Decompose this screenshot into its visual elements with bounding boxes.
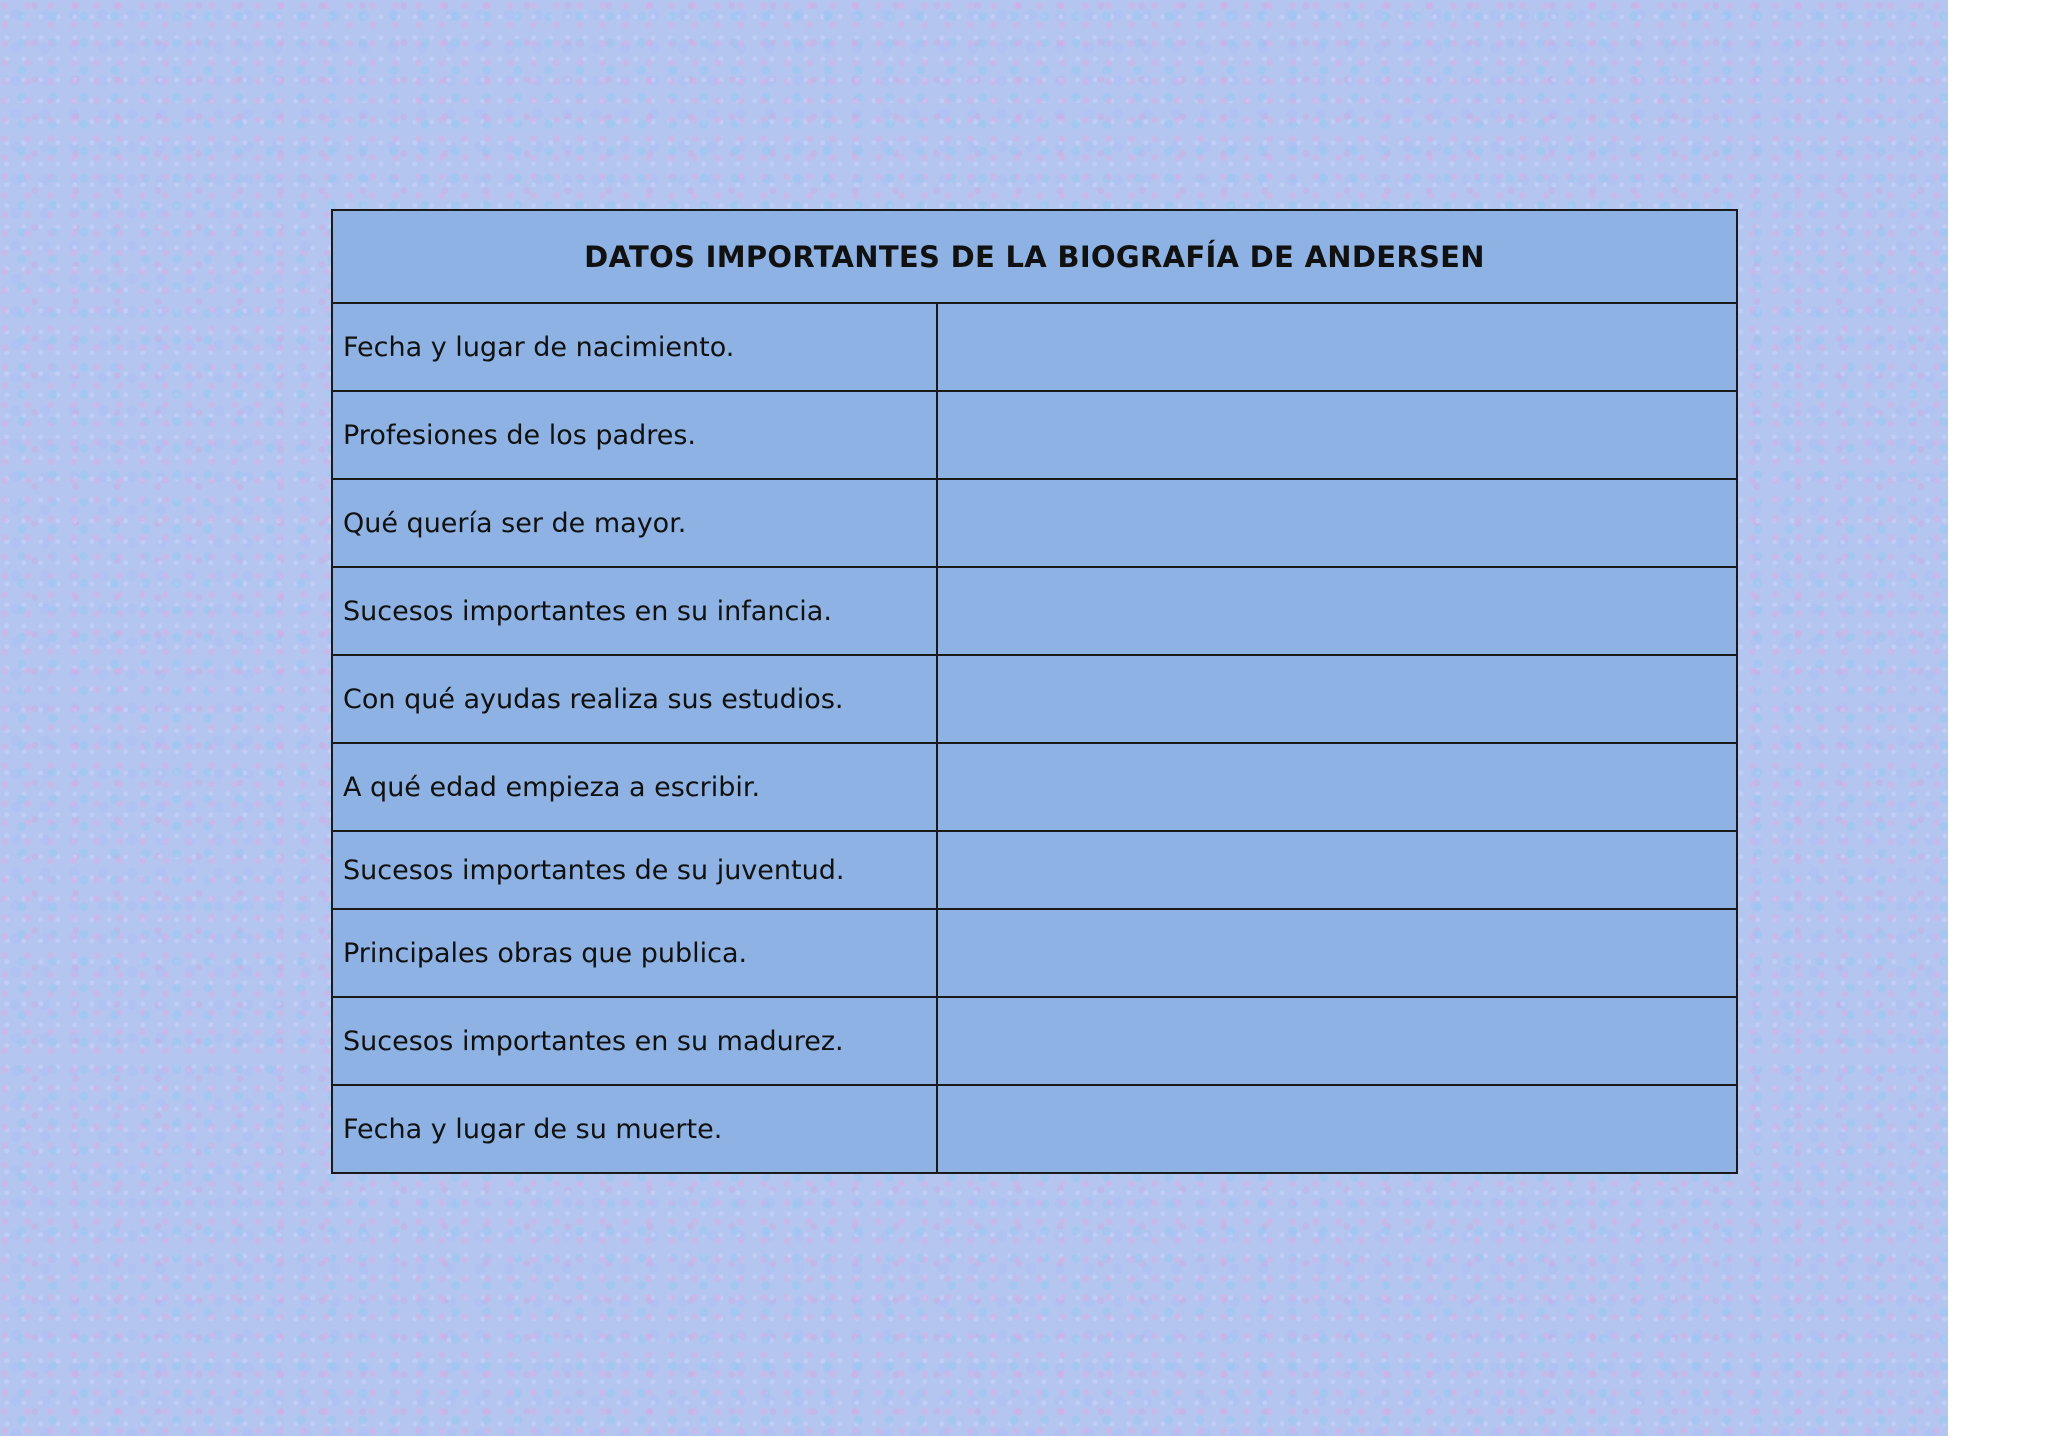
table-row: [332, 743, 1737, 831]
table-row: [332, 567, 1737, 655]
row-answer-cell[interactable]: [937, 909, 1737, 997]
row-label: A qué edad empieza a escribir.: [332, 743, 937, 831]
row-answer-cell[interactable]: [937, 1085, 1737, 1173]
row-label: Sucesos importantes en su infancia.: [332, 567, 937, 655]
table-title: DATOS IMPORTANTES DE LA BIOGRAFÍA DE ANDERSEN: [332, 210, 1737, 303]
row-label: Qué quería ser de mayor.: [332, 479, 937, 567]
row-answer-cell[interactable]: [937, 303, 1737, 391]
row-answer-cell[interactable]: [937, 479, 1737, 567]
table-row: [332, 1085, 1737, 1173]
row-label: Principales obras que publica.: [332, 909, 937, 997]
table-row: [332, 831, 1737, 909]
row-answer-cell[interactable]: [937, 997, 1737, 1085]
biography-table: [331, 209, 1738, 1174]
table-row: [332, 479, 1737, 567]
row-label: Sucesos importantes en su madurez.: [332, 997, 937, 1085]
row-answer-cell[interactable]: [937, 567, 1737, 655]
row-answer-cell[interactable]: [937, 743, 1737, 831]
row-label: Con qué ayudas realiza sus estudios.: [332, 655, 937, 743]
row-answer-cell[interactable]: [937, 391, 1737, 479]
row-label: Profesiones de los padres.: [332, 391, 937, 479]
table-row: [332, 391, 1737, 479]
row-label: Fecha y lugar de nacimiento.: [332, 303, 937, 391]
row-label: Sucesos importantes de su juventud.: [332, 831, 937, 909]
table-header-row: [332, 210, 1737, 303]
row-answer-cell[interactable]: [937, 831, 1737, 909]
table-row: [332, 303, 1737, 391]
table-row: [332, 909, 1737, 997]
table-row: [332, 655, 1737, 743]
row-label: Fecha y lugar de su muerte.: [332, 1085, 937, 1173]
table-row: [332, 997, 1737, 1085]
row-answer-cell[interactable]: [937, 655, 1737, 743]
